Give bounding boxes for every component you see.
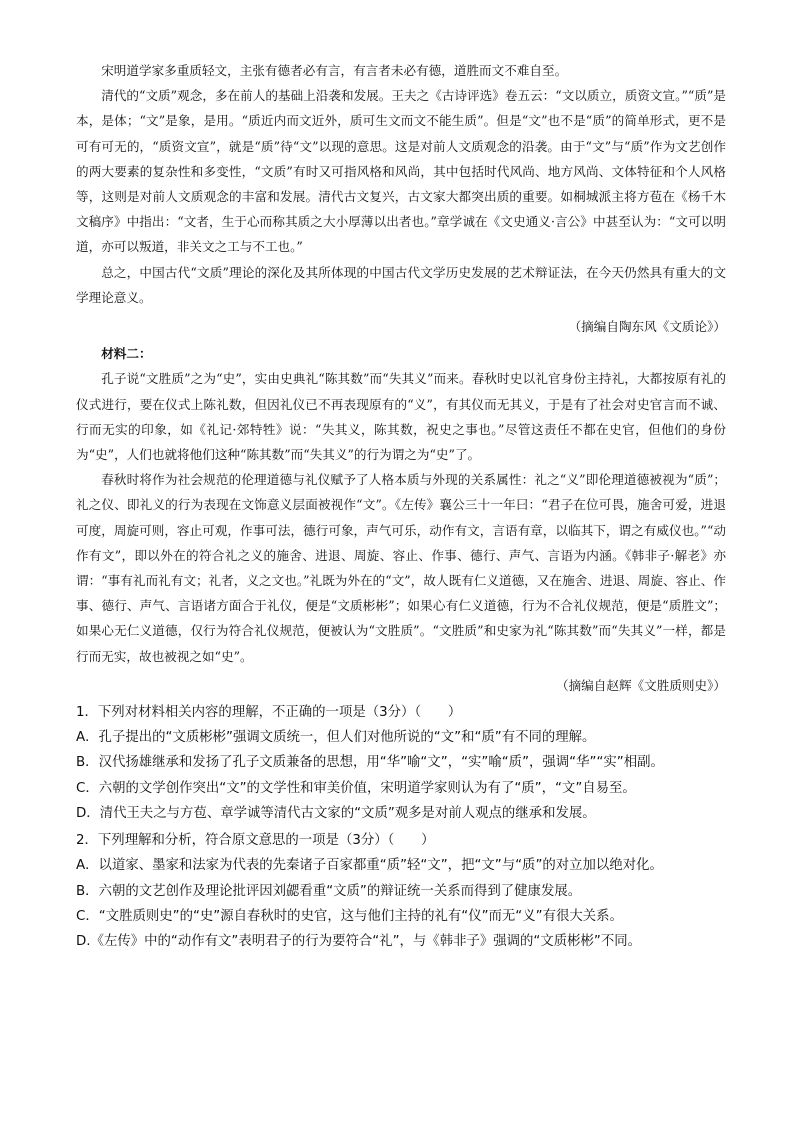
paragraph: 孔子说“文胜质”之为“史”，实由史典礼“陈其数”而“失其义”而来。春秋时史以礼官身份主持礼，大都按原有礼的仪式进行，要在仪式上陈礼数，但因礼仪已不再表现原有的“义”，有其仪而无其义，于是有了社会对史官言而不诚、行而无实的印象，如《礼记·郊特牲》说：“失其义，陈其数，祝史之事也。”尽管这责任不都在史官，但他们的身份为“史”，人们也就将他们这种“陈其数”而“失其义”的行为谓之为“史”了。 (76, 371, 726, 463)
option-c: C．六朝的文学创作突出“文”的文学性和审美价值，宋明道学家则认为有了“质”，“文”自易至。 (76, 780, 636, 796)
material-one-source: （摘编自陶东风《文质论》） (568, 319, 726, 335)
option-b: B．汉代扬雄继承和发扬了孔子文质兼备的思想，用“华”喻“文”，“实”喻“质”，强调“华”“实”相副。 (76, 755, 664, 771)
option-d: D．清代王夫之与方苞、章学诚等清代古文家的“文质”观多是对前人观点的继承和发展。 (76, 805, 596, 821)
question-stem: 2．下列理解和分析，符合原文意思的一项是（3分）（ ） (76, 833, 435, 849)
paragraph: 春秋时将作为社会规范的伦理道德与礼仪赋予了人格本质与外现的关系属性：礼之“义”即伦理道德被视为“质”；礼之仪、即礼义的行为表现在文饰意义层面被视作“文”。《左传》襄公三十一年曰：“君子在位可畏，施舍可爱，进退可度，周旋可则，容止可观，作事可法，德行可象，声气可乐，动作有文，言语有章，以临其下，谓之有威仪也。”“动作有文”，即以外在的符合礼之义的施舍、进退、周旋、容止、作事、德行、声气、言语为内涵。《韩非子·解老》亦谓：“事有礼而礼有文；礼者，义之文也。”礼既为外在的“文”，故人既有仁义道德，又在施舍、进退、周旋、容止、作事、德行、声气、言语诸方面合于礼仪，便是“文质彬彬”；如果心有仁义道德，行为不合礼仪规范，便是“质胜文”；如果心无仁义道德，仅行为符合礼仪规范，便被认为“文胜质”。“文胜质”和史家为礼“陈其数”而“失其义”一样，都是行而无实，故也被视之如“史”。 (76, 472, 726, 664)
exam-page (76, 58, 726, 954)
question-stem: 1．下列对材料相关内容的理解，不正确的一项是（3分）（ ） (76, 705, 462, 721)
option-b: B．六朝的文艺创作及理论批评因刘勰看重“文质”的辩证统一关系而得到了健康发展。 (76, 883, 582, 899)
material-two-heading: 材料二： (101, 346, 152, 362)
material-two-source: （摘编自赵辉《文胜质则史》） (555, 677, 726, 693)
paragraph: 清代的“文质”观念，多在前人的基础上沿袭和发展。王夫之《古诗评选》卷五云：“文以质立，质资文宣。”“质”是本，是体；“文”是象，是用。“质近内而文近外，质可生文而文不能生质”。但是“文”也不是“质”的简单形式，更不是可有可无的，“质资文宣”，就是“质”待“文”以现的意思。这是对前人文质观念的沿袭。由于“文”与“质”作为文艺创作的两大要素的复杂性和多变性，“文质”有时又可指风格和风尚，其中包括时代风尚、地方风尚、文体特征和个人风格等，这则是对前人文质观念的丰富和发展。清代古文复兴，古文家大都突出质的重要。如桐城派主将方苞在《杨千木文稿序》中指出：“文者，生于心而称其质之大小厚薄以出者也。”章学诚在《文史通义·言公》中甚至认为：“文可以明道，亦可以叛道，非关文之工与不工也。” (76, 88, 726, 255)
option-d: D.《左传》中的“动作有文”表明君子的行为要符合“礼”，与《韩非子》强调的“文质彬彬”不同。 (76, 933, 642, 949)
option-c: C．“文胜质则史”的“史”源自春秋时的史官，这与他们主持的礼有“仪”而无“义”有很大关系。 (76, 908, 623, 924)
paragraph: 总之，中国古代“文质”理论的深化及其所体现的中国古代文学历史发展的艺术辩证法，在今天仍然具有重大的文学理论意义。 (76, 264, 726, 305)
question-1 (76, 700, 726, 826)
option-a: A．以道家、墨家和法家为代表的先秦诸子百家都重“质”轻“文”，把“文”与“质”的对立加以绝对化。 (76, 858, 663, 874)
material-one (76, 58, 726, 310)
paragraph: 宋明道学家多重质轻文，主张有德者必有言，有言者未必有德，道胜而文不难自至。 (101, 63, 568, 78)
material-two (76, 366, 726, 668)
question-2 (76, 828, 726, 954)
option-a: A．孔子提出的“文质彬彬”强调文质统一，但人们对他所说的“文”和“质”有不同的理解。 (76, 730, 596, 746)
